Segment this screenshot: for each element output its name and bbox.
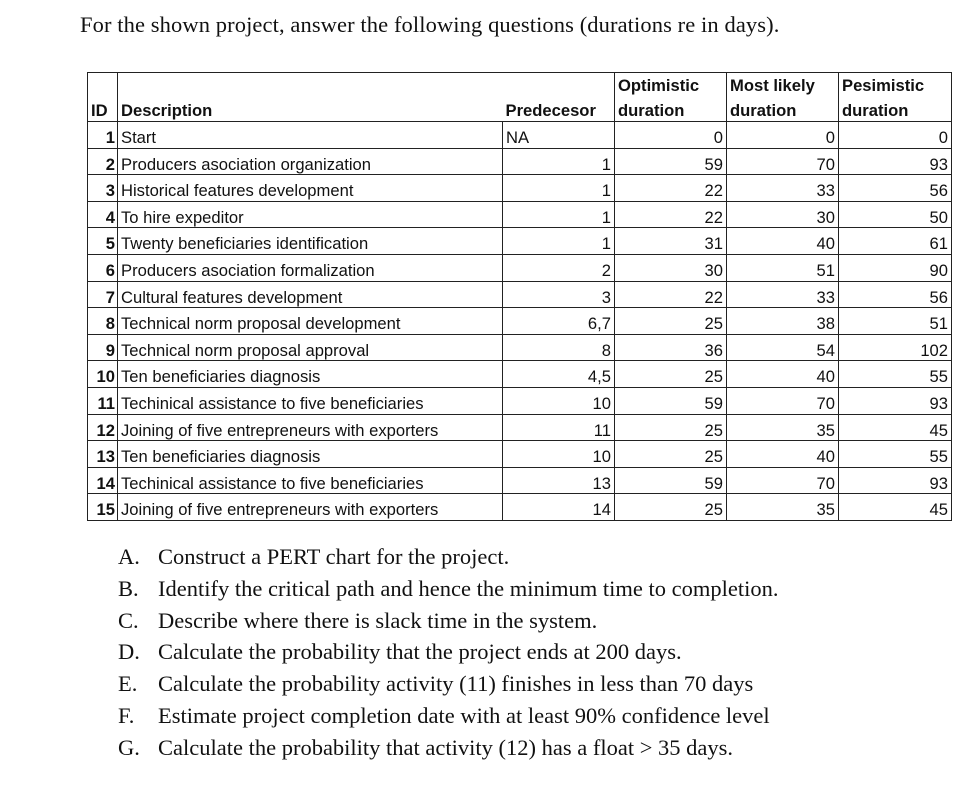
table-row: [88, 467, 952, 494]
activity-predecessor: 1: [503, 228, 615, 255]
activity-predecessor: 11: [503, 414, 615, 441]
pessimistic-duration: 102: [839, 334, 952, 361]
most-likely-duration: 40: [727, 228, 839, 255]
question-item: [118, 605, 778, 637]
pessimistic-duration: 45: [839, 414, 952, 441]
optimistic-duration: 30: [615, 254, 727, 281]
most-likely-duration: 51: [727, 254, 839, 281]
optimistic-duration: 59: [615, 467, 727, 494]
activity-description: Techinical assistance to five beneficiaries: [118, 387, 503, 414]
activity-predecessor: 2: [503, 254, 615, 281]
table-row: [88, 414, 952, 441]
question-text: Estimate project completion date with at least 90% confidence level: [158, 702, 770, 728]
most-likely-duration: 40: [727, 441, 839, 468]
activity-id: 7: [88, 281, 118, 308]
activity-description: Ten beneficiaries diagnosis: [118, 441, 503, 468]
table-row: [88, 334, 952, 361]
table-row: [88, 281, 952, 308]
activity-description: Cultural features development: [118, 281, 503, 308]
activity-id: 10: [88, 361, 118, 388]
table-row: [88, 254, 952, 281]
question-text: Calculate the probability that the project ends at 200 days.: [158, 639, 682, 665]
activity-predecessor: 4,5: [503, 361, 615, 388]
pessimistic-duration: 56: [839, 281, 952, 308]
most-likely-duration: 35: [727, 494, 839, 521]
activity-id: 11: [88, 387, 118, 414]
question-item: [118, 636, 778, 668]
most-likely-duration: 30: [727, 201, 839, 228]
activity-predecessor: 3: [503, 281, 615, 308]
question-item: [118, 732, 778, 764]
pessimistic-duration: 51: [839, 308, 952, 335]
header-id: ID: [88, 96, 118, 122]
question-marker: F.: [118, 702, 135, 728]
activity-id: 9: [88, 334, 118, 361]
pessimistic-duration: 61: [839, 228, 952, 255]
pessimistic-duration: 93: [839, 467, 952, 494]
question-item: [118, 700, 778, 732]
table-row: [88, 441, 952, 468]
table-row: [88, 361, 952, 388]
activity-description: Technical norm proposal approval: [118, 334, 503, 361]
activity-id: 12: [88, 414, 118, 441]
most-likely-duration: 54: [727, 334, 839, 361]
activity-predecessor: NA: [503, 122, 615, 149]
most-likely-duration: 0: [727, 122, 839, 149]
problem-statement: For the shown project, answer the following questions (durations re in days).: [80, 12, 780, 37]
most-likely-duration: 33: [727, 175, 839, 202]
pessimistic-duration: 90: [839, 254, 952, 281]
question-list: [118, 541, 778, 764]
activity-predecessor: 10: [503, 441, 615, 468]
most-likely-duration: 70: [727, 148, 839, 175]
most-likely-duration: 33: [727, 281, 839, 308]
question-marker: A.: [118, 544, 140, 569]
question-marker: G.: [118, 734, 140, 760]
table-row: [88, 122, 952, 149]
question-item: [118, 573, 778, 605]
activity-id: 3: [88, 175, 118, 202]
optimistic-duration: 25: [615, 441, 727, 468]
activity-table: [87, 72, 952, 521]
header-pessimistic: Pesimistic: [839, 73, 952, 97]
question-item: [118, 541, 778, 573]
question-text: Construct a PERT chart for the project.: [158, 544, 510, 569]
activity-description: To hire expeditor: [118, 201, 503, 228]
activity-predecessor: 6,7: [503, 308, 615, 335]
table-row: [88, 201, 952, 228]
activity-predecessor: 1: [503, 175, 615, 202]
activity-description: Twenty beneficiaries identification: [118, 228, 503, 255]
question-marker: C.: [118, 607, 139, 633]
pessimistic-duration: 55: [839, 441, 952, 468]
activity-id: 15: [88, 494, 118, 521]
activity-id: 1: [88, 122, 118, 149]
optimistic-duration: 59: [615, 387, 727, 414]
most-likely-duration: 40: [727, 361, 839, 388]
table-row: [88, 387, 952, 414]
pessimistic-duration: 45: [839, 494, 952, 521]
optimistic-duration: 25: [615, 361, 727, 388]
activity-description: Producers asociation organization: [118, 148, 503, 175]
optimistic-duration: 22: [615, 175, 727, 202]
activity-predecessor: 8: [503, 334, 615, 361]
optimistic-duration: 25: [615, 308, 727, 335]
pessimistic-duration: 56: [839, 175, 952, 202]
question-marker: D.: [118, 639, 140, 665]
pessimistic-duration: 55: [839, 361, 952, 388]
table-header-row-2: [88, 96, 952, 122]
table-row: [88, 494, 952, 521]
activity-description: Techinical assistance to five beneficiaries: [118, 467, 503, 494]
header-optimistic: Optimistic: [615, 73, 727, 97]
activity-id: 6: [88, 254, 118, 281]
activity-id: 2: [88, 148, 118, 175]
table-header-row-1: [88, 73, 952, 97]
question-text: Describe where there is slack time in the system.: [158, 607, 598, 633]
question-item: [118, 668, 778, 700]
question-text: Calculate the probability activity (11) finishes in less than 70 days: [158, 671, 754, 697]
activity-predecessor: 10: [503, 387, 615, 414]
activity-id: 14: [88, 467, 118, 494]
activity-id: 8: [88, 308, 118, 335]
activity-description: Joining of five entrepreneurs with exporters: [118, 494, 503, 521]
pessimistic-duration: 0: [839, 122, 952, 149]
header-most-likely: Most likely: [727, 73, 839, 97]
optimistic-duration: 0: [615, 122, 727, 149]
optimistic-duration: 31: [615, 228, 727, 255]
most-likely-duration: 38: [727, 308, 839, 335]
pessimistic-duration: 50: [839, 201, 952, 228]
activity-predecessor: 14: [503, 494, 615, 521]
activity-description: Joining of five entrepreneurs with exporters: [118, 414, 503, 441]
optimistic-duration: 22: [615, 281, 727, 308]
activity-description: Start: [118, 122, 503, 149]
most-likely-duration: 70: [727, 387, 839, 414]
activity-description: Technical norm proposal development: [118, 308, 503, 335]
optimistic-duration: 25: [615, 494, 727, 521]
question-marker: E.: [118, 671, 138, 697]
activity-id: 5: [88, 228, 118, 255]
table-row: [88, 148, 952, 175]
header-optimistic-duration: duration: [615, 96, 727, 122]
question-marker: B.: [118, 575, 139, 601]
activity-id: 4: [88, 201, 118, 228]
activity-description: Ten beneficiaries diagnosis: [118, 361, 503, 388]
table-row: [88, 308, 952, 335]
question-text: Identify the critical path and hence the minimum time to completion.: [158, 575, 779, 601]
table-row: [88, 228, 952, 255]
header-description: Description: [121, 101, 213, 121]
optimistic-duration: 22: [615, 201, 727, 228]
optimistic-duration: 36: [615, 334, 727, 361]
activity-predecessor: 13: [503, 467, 615, 494]
activity-description: Producers asociation formalization: [118, 254, 503, 281]
activity-description: Historical features development: [118, 175, 503, 202]
activity-predecessor: 1: [503, 148, 615, 175]
activity-predecessor: 1: [503, 201, 615, 228]
header-pessimistic-duration: duration: [839, 96, 952, 122]
header-predecessor: Predecesor: [503, 96, 615, 122]
header-most-likely-duration: duration: [727, 96, 839, 122]
activity-id: 13: [88, 441, 118, 468]
question-text: Calculate the probability that activity (12) has a float > 35 days.: [158, 734, 734, 760]
most-likely-duration: 70: [727, 467, 839, 494]
table-row: [88, 175, 952, 202]
optimistic-duration: 25: [615, 414, 727, 441]
most-likely-duration: 35: [727, 414, 839, 441]
optimistic-duration: 59: [615, 148, 727, 175]
pessimistic-duration: 93: [839, 387, 952, 414]
pessimistic-duration: 93: [839, 148, 952, 175]
